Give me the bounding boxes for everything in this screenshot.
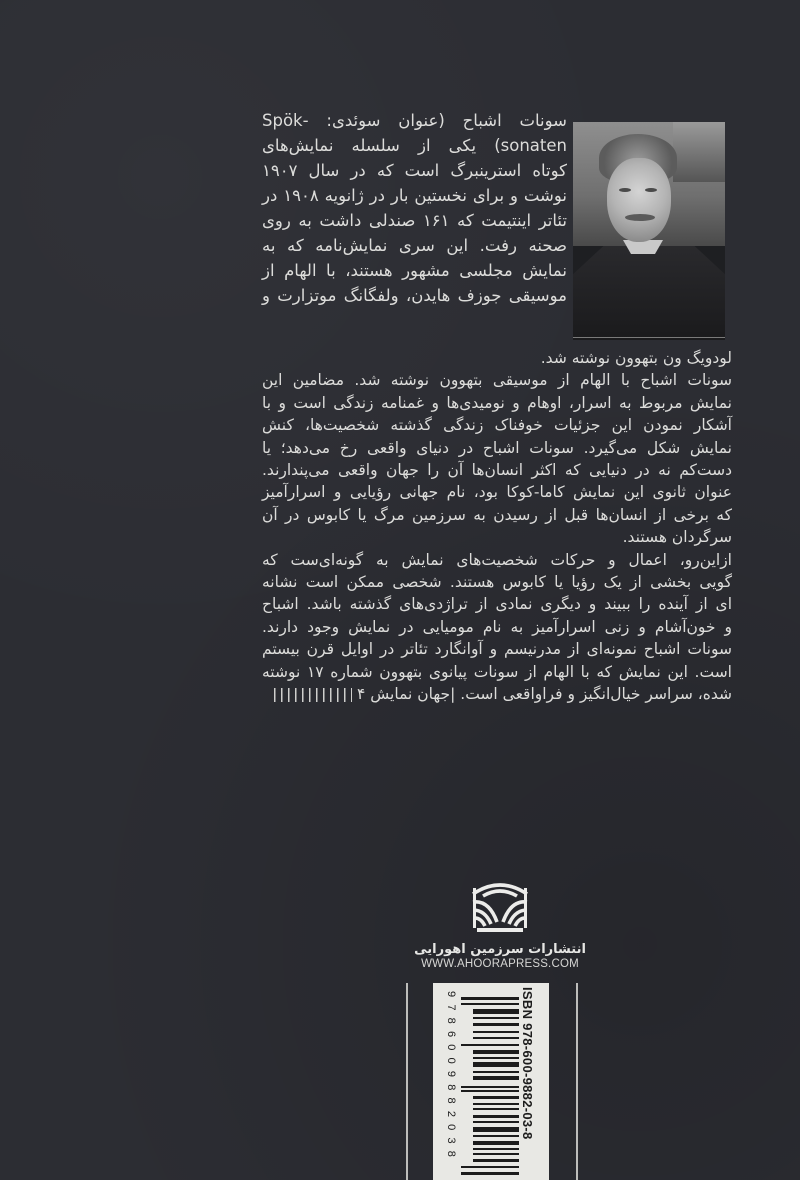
portrait-face — [607, 158, 671, 242]
publisher-url: WWW.AHOORAPRESS.COM — [421, 958, 579, 970]
text-line: ازاین‌رو، اعمال و حرکات شخصیت‌های نمایش به گونه‌ای‌ست که — [262, 550, 732, 569]
publisher-logo-icon — [469, 878, 531, 936]
text-line: موسیقی جوزف هایدن، ولفگانگ موتزارت و — [262, 286, 567, 305]
publisher-name: انتشارات سرزمین اهورایی — [414, 942, 586, 957]
text-line: نمایش شکل می‌گیرد. سونات اشباح در دنیای واقعی رخ می‌دهد؛ یا — [262, 438, 732, 457]
text-line: نوشت و برای نخستین بار در ژانویه ۱۹۰۸ در — [262, 186, 568, 205]
publisher-block — [400, 878, 600, 970]
text-line: تئاتر اینتیمت که ۱۶۱ صندلی داشت به روی — [262, 211, 567, 230]
isbn-barcode — [433, 983, 549, 1180]
author-portrait — [573, 122, 725, 340]
text-line: لودویگ ون بتهوون نوشته شد. — [540, 349, 732, 367]
text-line: ای از آینده را ببیند و دیگری نمادی از تراژدی‌های گذشته باشد. اشباح — [262, 595, 732, 614]
portrait-eye — [619, 188, 631, 192]
final-line-text: شده، سراسر خیال‌انگیز و فراواقعی است. — [460, 685, 732, 704]
text-line: کوتاه استرینبرگ است که در سال ۱۹۰۷ — [262, 161, 567, 180]
text-line: نمایش مربوط به اسرار، اوهام و نومیدی‌ها و غمنامه زندگی است و با — [262, 393, 732, 412]
barcode-digits: 9786009882038 — [445, 991, 457, 1165]
text-line: که برخی از انسان‌ها قبل از رسیدن به سرزمین مرگ یا کابوس در آن — [262, 505, 732, 524]
portrait-underline — [573, 337, 725, 338]
text-line: است. این نمایش که با الهام از سونات پیانوی بتهوون شماره ۱۷ نوشته — [262, 662, 732, 681]
text-line: و خون‌آشام و زنی اسرارآمیز به نام مومیایی در نمایش وجود دارند. — [262, 617, 732, 636]
intro-text — [262, 108, 567, 308]
final-line — [262, 683, 732, 705]
portrait-eye — [645, 188, 657, 192]
series-tick-marks-icon — [274, 688, 352, 702]
text-line: صحنه رفت. این سری نمایش‌نامه که به — [262, 236, 567, 255]
text-line: sonaten) یکی از سلسله نمایش‌های — [262, 136, 567, 155]
text-line: سرگردان هستند. — [622, 528, 732, 547]
text-line: نمایش مجلسی مشهور هستند، با الهام از — [262, 261, 567, 280]
series-label: |جهان نمایش — [370, 685, 456, 704]
text-line: عنوان ثانوی این نمایش کاما-کوکا بود، نام جهانی رؤیایی و اسرارآمیز — [262, 483, 732, 502]
text-line: گویی بخشی از یک رؤیا یا کابوس هستند. شخصی ممکن است نشانه — [262, 573, 732, 592]
barcode-frame-line — [576, 983, 578, 1180]
synopsis-text — [262, 347, 732, 706]
barcode-frame-line — [406, 983, 408, 1180]
text-line: دست‌کم نه در دنیایی که اکثر انسان‌ها آن را جهان واقعی می‌پندارند. — [262, 461, 732, 480]
text-line: سونات اشباح (عنوان سوئدی: -Spök — [262, 111, 567, 130]
barcode-inner — [433, 983, 549, 1180]
text-line: آشکار نمودن این جزئیات خوفناک زندگی گذشته شخصیت‌ها، کنش — [262, 416, 732, 435]
barcode-bars-icon — [461, 997, 519, 1180]
isbn-label: ISBN 978-600-9882-03-8 — [520, 987, 535, 1140]
text-line: سونات اشباح با الهام از موسیقی بتهوون نوشته شد. مضامین این — [262, 371, 732, 390]
portrait-coat — [573, 246, 725, 340]
text-line: سونات اشباح نمونه‌ای از مدرنیسم و آوانگارد تئاتر در اوایل قرن بیستم — [262, 640, 732, 659]
portrait-background-right — [673, 122, 725, 182]
series-number: ۴ — [357, 685, 366, 704]
portrait-mustache — [625, 214, 655, 221]
